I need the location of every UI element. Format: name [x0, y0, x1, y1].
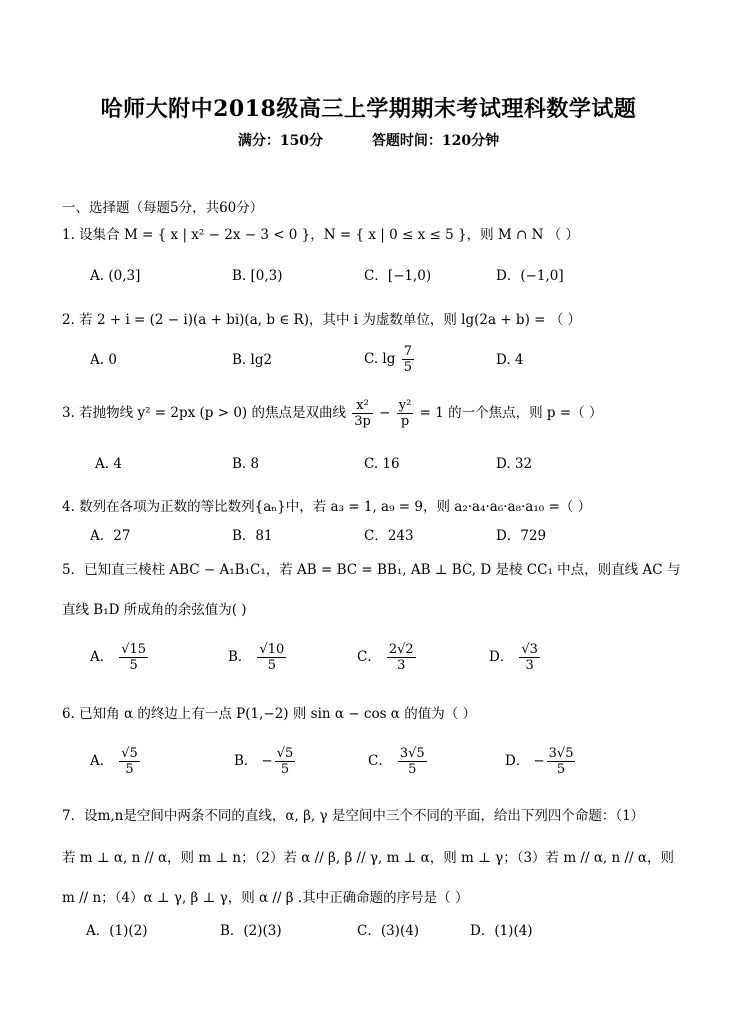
q1-option-b: B. [0,3) — [232, 268, 283, 284]
fraction-numerator: √10 — [259, 642, 285, 657]
q3-option-c: C. 16 — [364, 456, 400, 472]
q7-option-a: A．(1)(2) — [86, 923, 148, 939]
question-4: 4. 数列在各项为正数的等比数列{aₙ}中，若 a₃ = 1, a₉ = 9，则 a₂·a₄·a₆·a₈·a₁₀ =（ ） — [62, 499, 592, 515]
fraction-denominator: 5 — [125, 762, 134, 777]
q2-option-a: A. 0 — [90, 352, 117, 368]
q5-option-a — [90, 642, 150, 673]
option-fraction — [119, 746, 140, 777]
fraction-denominator: 5 — [403, 360, 412, 375]
exam-time: 答题时间：120分钟 — [371, 133, 500, 149]
q2-option-c — [364, 344, 416, 375]
question-7-line-2: 若 m ⊥ α, n // α，则 m ⊥ n；（2）若 α // β, β // γ, m ⊥ α，则 m ⊥ γ；（3）若 m // α, n // α，则 — [62, 850, 675, 866]
q7-option-b: B．(2)(3) — [220, 923, 282, 939]
question-6: 6. 已知角 α 的终边上有一点 P(1,−2) 则 sin α − cos α 的值为（ ） — [62, 706, 476, 722]
question-7-line-1: 7．设m,n是空间中两条不同的直线，α, β, γ 是空间中三个不同的平面，给出下列四个命题：（1） — [62, 808, 645, 824]
fraction-numerator: 7 — [403, 344, 412, 359]
option-label: D． — [489, 649, 514, 665]
q1-option-a: A. (0,3] — [90, 268, 141, 284]
option-label: C． — [368, 753, 392, 769]
q2-option-c-text: C. lg — [364, 351, 396, 367]
q3-text-after: = 1 的一个焦点，则 p =（ ） — [419, 405, 603, 421]
option-label: B． — [234, 753, 258, 769]
option-fraction — [398, 746, 427, 777]
fraction-numerator: √5 — [121, 746, 138, 761]
fraction-denominator: 5 — [556, 762, 566, 777]
option-fraction — [275, 746, 296, 777]
fraction-denominator: 5 — [267, 658, 276, 673]
fraction-numerator: 3√5 — [399, 746, 425, 761]
question-3 — [62, 398, 602, 429]
option-fraction — [547, 746, 576, 777]
fraction-denominator: 3 — [525, 658, 534, 673]
question-1: 1. 设集合 M = { x | x² − 2x − 3 < 0 }，N = { x | 0 ≤ x ≤ 5 }，则 M ∩ N （ ） — [62, 227, 579, 243]
q4-option-b: B．81 — [232, 528, 273, 544]
fraction-numerator: √5 — [276, 746, 294, 761]
option-label: C． — [357, 649, 381, 665]
q2-option-d: D. 4 — [496, 352, 524, 368]
fraction-numerator: √15 — [121, 642, 147, 657]
fraction-denominator: 5 — [280, 762, 290, 777]
q7-option-d: D．(1)(4) — [470, 923, 533, 939]
question-2: 2. 若 2 + i = (2 − i)(a + bi)(a, b ∈ R)，其中 i 为虚数单位，则 lg(2a + b) = （ ） — [62, 312, 582, 328]
option-label: D． — [505, 753, 530, 769]
q3-option-a: A. 4 — [95, 456, 122, 472]
q3-fraction-1 — [352, 398, 373, 429]
option-fraction — [119, 642, 148, 673]
option-fraction — [387, 642, 416, 673]
fraction-numerator: 2√2 — [388, 642, 414, 657]
q6-option-d — [505, 746, 577, 777]
fraction-denominator: p — [400, 414, 410, 429]
q4-option-a: A．27 — [90, 528, 131, 544]
q3-option-b: B. 8 — [232, 456, 260, 472]
q2-option-b: B. lg2 — [232, 352, 273, 368]
option-fraction — [257, 642, 286, 673]
q1-option-d: D．(−1,0] — [496, 268, 564, 284]
option-sign: − — [261, 753, 273, 769]
q2-option-c-fraction — [402, 344, 414, 375]
fraction-denominator: 3 — [397, 658, 406, 673]
full-score: 满分：150分 — [237, 133, 324, 149]
question-5-line-2: 直线 B₁D 所成角的余弦值为( ) — [62, 602, 247, 618]
q1-option-c: C．[−1,0) — [364, 268, 432, 284]
q6-option-a — [90, 746, 142, 777]
q6-option-b — [234, 746, 297, 777]
section-heading: 一、选择题（每题5分，共60分） — [62, 200, 264, 216]
q5-option-d — [489, 642, 542, 673]
q5-option-b — [228, 642, 288, 673]
q3-fraction-2 — [397, 398, 414, 429]
option-fraction — [519, 642, 540, 673]
q4-option-d: D．729 — [496, 528, 547, 544]
fraction-numerator: 3√5 — [548, 746, 574, 761]
q3-minus: − — [379, 405, 391, 421]
fraction-denominator: 3p — [354, 414, 371, 429]
fraction-numerator: √3 — [521, 642, 538, 657]
fraction-numerator: x² — [352, 398, 373, 414]
q4-option-c: C．243 — [364, 528, 414, 544]
fraction-denominator: 5 — [408, 762, 417, 777]
option-label: A． — [90, 649, 114, 665]
exam-title: 哈师大附中2018级高三上学期期末考试理科数学试题 — [100, 96, 637, 122]
option-label: A． — [90, 753, 114, 769]
q7-option-c: C．(3)(4) — [357, 923, 420, 939]
fraction-numerator: y² — [398, 398, 412, 413]
question-5-line-1: 5．已知直三棱柱 ABC − A₁B₁C₁，若 AB = BC = BB₁, AB ⊥ BC, D 是棱 CC₁ 中点，则直线 AC 与 — [62, 562, 681, 578]
q5-option-c — [357, 642, 418, 673]
question-7-line-3: m // n；（4）α ⊥ γ, β ⊥ γ，则 α // β .其中正确命题的序号是（ ） — [62, 890, 469, 906]
q3-option-d: D. 32 — [496, 456, 533, 472]
fraction-denominator: 5 — [129, 658, 138, 673]
exam-subtitle — [0, 130, 737, 150]
option-label: B． — [228, 649, 252, 665]
q6-option-c — [368, 746, 429, 777]
q3-text-before: 3. 若抛物线 y² = 2px (p > 0) 的焦点是双曲线 — [62, 405, 346, 421]
option-sign: − — [533, 753, 545, 769]
